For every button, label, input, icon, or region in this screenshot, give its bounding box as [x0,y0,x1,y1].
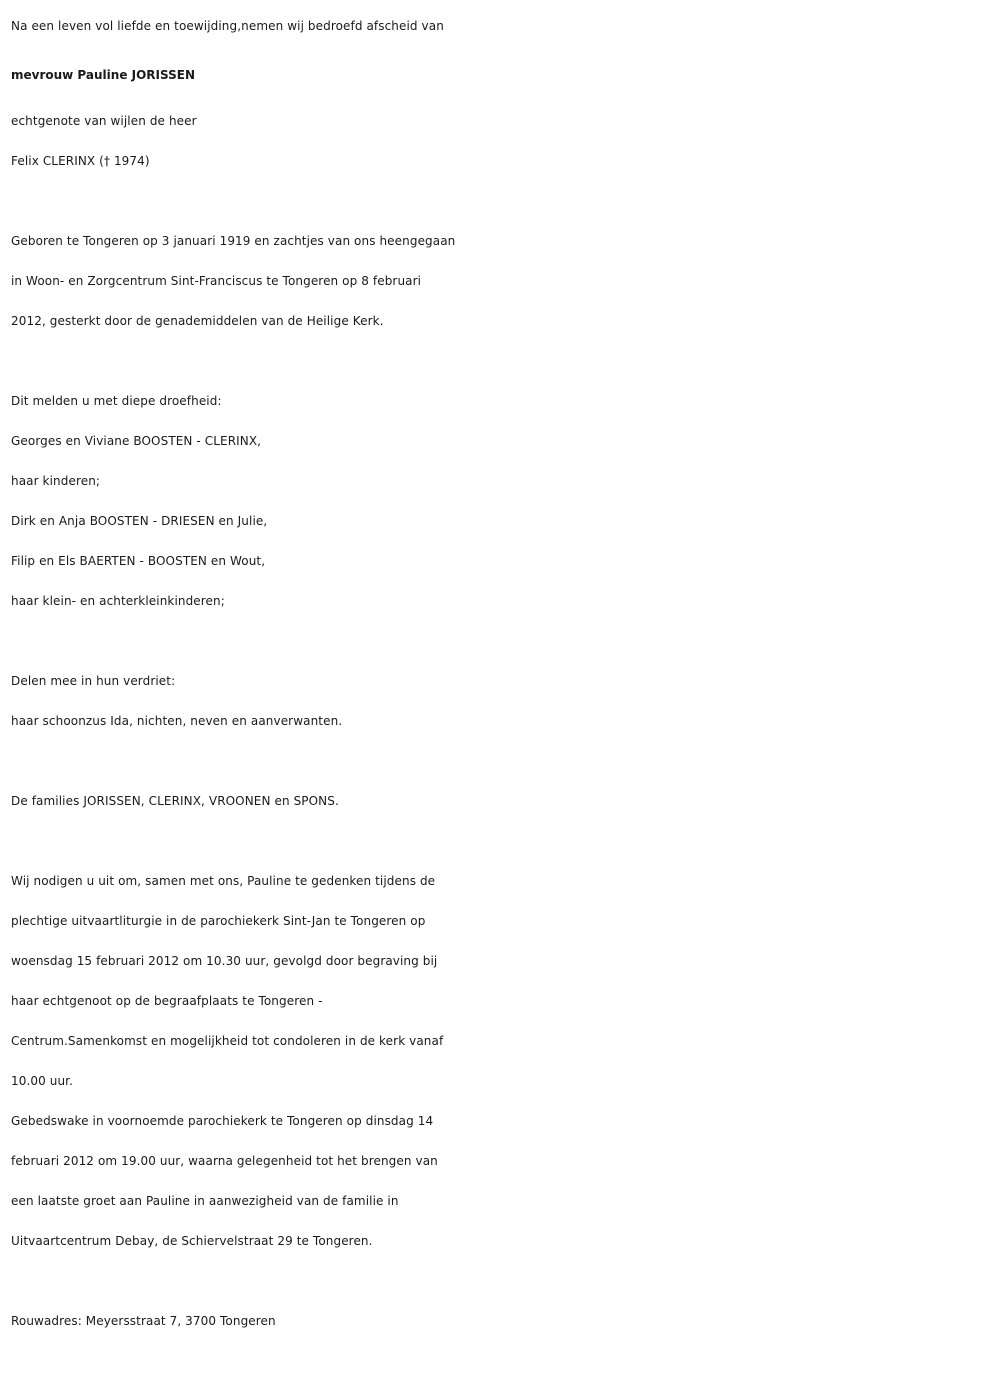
deceased-name: mevrouw Pauline JORISSEN [11,68,195,82]
spacer [11,1261,988,1301]
family-line: Filip en Els BAERTEN - BOOSTEN en Wout, [11,554,266,568]
sharing-line: Delen mee in hun verdriet: [11,674,176,688]
invitation-line: haar echtgenoot op de begraafplaats te Tongeren - [11,994,323,1008]
invitation-line: Gebedswake in voornoemde parochiekerk te Tongeren op dinsdag 14 [11,1114,434,1128]
intro-text: Na een leven vol liefde en toewijding,nemen wij bedroefd afscheid van [11,19,444,33]
family-line: haar kinderen; [11,474,101,488]
spacer [11,741,988,781]
family-line: haar klein- en achterkleinkinderen; [11,594,225,608]
family-line: Georges en Viviane BOOSTEN - CLERINX, [11,434,262,448]
family-line: Dirk en Anja BOOSTEN - DRIESEN en Julie, [11,514,268,528]
invitation-line: een laatste groet aan Pauline in aanwezigheid van de familie in [11,1194,399,1208]
spacer [11,181,988,221]
spacer [11,821,988,861]
mourning-address: Rouwadres: Meyersstraat 7, 3700 Tongeren [11,1314,276,1328]
spacer [11,341,988,381]
invitation-line: 10.00 uur. [11,1074,74,1088]
invitation-line: februari 2012 om 19.00 uur, waarna gelegenheid tot het brengen van [11,1154,438,1168]
birth-death-line: in Woon- en Zorgcentrum Sint-Franciscus te Tongeren op 8 februari [11,274,422,288]
sharing-line: haar schoonzus Ida, nichten, neven en aanverwanten. [11,714,343,728]
invitation-line: Wij nodigen u uit om, samen met ons, Pauline te gedenken tijdens de [11,874,436,888]
families-line: De families JORISSEN, CLERINX, VROONEN en SPONS. [11,794,339,808]
spacer [11,621,988,661]
invitation-line: woensdag 15 februari 2012 om 10.30 uur, gevolgd door begraving bij [11,954,438,968]
birth-death-line: 2012, gesterkt door de genademiddelen van de Heilige Kerk. [11,314,384,328]
invitation-line: plechtige uitvaartliturgie in de parochiekerk Sint-Jan te Tongeren op [11,914,426,928]
spouse-line-2: Felix CLERINX († 1974) [11,154,150,168]
spouse-line-1: echtgenote van wijlen de heer [11,114,197,128]
family-line: Dit melden u met diepe droefheid: [11,394,222,408]
invitation-line: Uitvaartcentrum Debay, de Schiervelstraat 29 te Tongeren. [11,1234,373,1248]
invitation-line: Centrum.Samenkomst en mogelijkheid tot condoleren in de kerk vanaf [11,1034,444,1048]
birth-death-line: Geboren te Tongeren op 3 januari 1919 en zachtjes van ons heengegaan [11,234,456,248]
